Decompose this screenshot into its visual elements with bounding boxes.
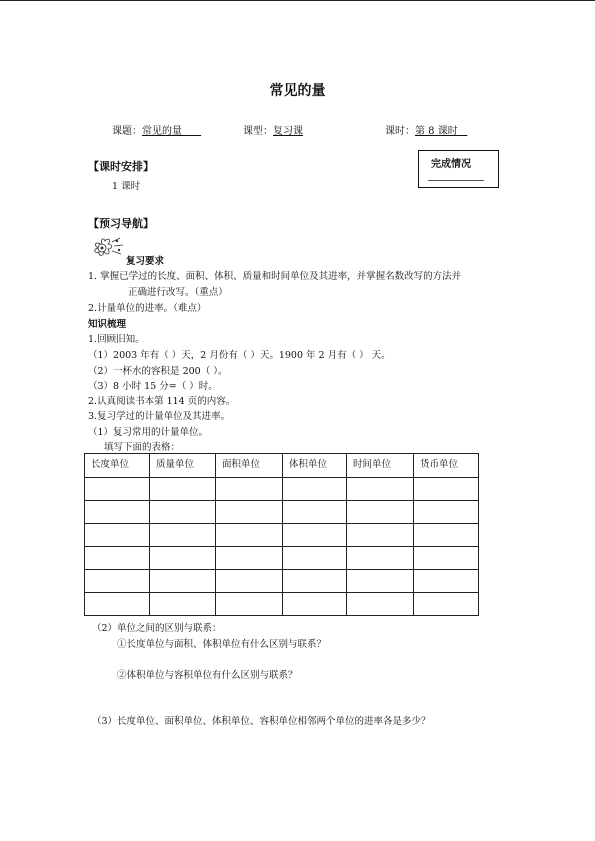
table-cell[interactable] bbox=[414, 593, 479, 616]
schedule-content: 1 课时 bbox=[112, 181, 141, 192]
after-p2a: ①长度单位与面积、体积单位有什么区别与联系？ bbox=[117, 639, 327, 650]
table-cell[interactable] bbox=[414, 547, 479, 570]
table-cell[interactable] bbox=[85, 501, 150, 524]
table-cell[interactable] bbox=[283, 593, 347, 616]
review-req-2: 2.计量单位的进率。（难点） bbox=[88, 303, 207, 314]
table-header-mass: 质量单位 bbox=[150, 454, 216, 478]
table-row bbox=[85, 524, 479, 547]
table-cell[interactable] bbox=[150, 501, 216, 524]
table-cell[interactable] bbox=[85, 478, 150, 501]
table-cell[interactable] bbox=[216, 478, 283, 501]
knowledge-l2: 2.认真阅读书本第 114 页的内容。 bbox=[88, 396, 236, 407]
table-cell[interactable] bbox=[347, 524, 414, 547]
flower-icon bbox=[90, 236, 126, 260]
table-cell[interactable] bbox=[216, 570, 283, 593]
completion-blank bbox=[428, 180, 484, 181]
table-cell[interactable] bbox=[283, 478, 347, 501]
review-req-1-cont: 正确进行改写。（重点） bbox=[128, 287, 228, 298]
knowledge-l1: 1.回顾旧知。 bbox=[88, 334, 145, 345]
table-cell[interactable] bbox=[85, 547, 150, 570]
table-cell[interactable] bbox=[347, 593, 414, 616]
meta-period-label: 课时： bbox=[385, 126, 415, 137]
schedule-heading: 【课时安排】 bbox=[88, 160, 154, 173]
after-p3: （3）长度单位、面积单位、体积单位、容积单位相邻两个单位的进率各是多少？ bbox=[92, 716, 431, 727]
table-cell[interactable] bbox=[283, 501, 347, 524]
meta-subject bbox=[112, 122, 201, 137]
after-p2b: ②体积单位与容积单位有什么区别与联系？ bbox=[117, 670, 298, 681]
meta-subject-underline-pad bbox=[182, 126, 201, 137]
table-cell[interactable] bbox=[283, 570, 347, 593]
after-p2: （2）单位之间的区别与联系： bbox=[92, 623, 222, 634]
table-cell[interactable] bbox=[150, 570, 216, 593]
table-cell[interactable] bbox=[216, 547, 283, 570]
meta-subject-label: 课题： bbox=[112, 126, 142, 137]
completion-label: 完成情况 bbox=[431, 159, 471, 170]
knowledge-l3a-fill: 填写下面的表格： bbox=[104, 442, 181, 453]
table-cell[interactable] bbox=[347, 547, 414, 570]
table-header-area: 面积单位 bbox=[216, 454, 283, 478]
meta-subject-value: 常见的量 bbox=[142, 126, 182, 137]
table-cell[interactable] bbox=[150, 547, 216, 570]
table-cell[interactable] bbox=[85, 593, 150, 616]
table-cell[interactable] bbox=[347, 570, 414, 593]
knowledge-q1: （1）2003 年有（ ）天，2 月份有（ ）天。1900 年 2 月有（ ） 天。 bbox=[88, 350, 391, 361]
table-cell[interactable] bbox=[216, 593, 283, 616]
table-cell[interactable] bbox=[414, 524, 479, 547]
table-header-currency: 货币单位 bbox=[414, 454, 479, 478]
table-header-time: 时间单位 bbox=[347, 454, 414, 478]
units-table bbox=[84, 453, 479, 616]
table-cell[interactable] bbox=[347, 501, 414, 524]
meta-type-value: 复习课 bbox=[273, 126, 303, 137]
page-top-rule bbox=[0, 0, 595, 1]
knowledge-q2: （2）一杯水的容积是 200（ ）。 bbox=[88, 366, 228, 377]
knowledge-l3: 3.复习学过的计量单位及其进率。 bbox=[88, 411, 231, 422]
meta-period-underline-pad bbox=[458, 126, 468, 137]
meta-period-value: 第 8 课时 bbox=[415, 126, 458, 137]
meta-type bbox=[243, 122, 303, 137]
knowledge-l3a: （1）复习常用的计量单位。 bbox=[88, 427, 209, 438]
table-cell[interactable] bbox=[216, 501, 283, 524]
table-cell[interactable] bbox=[283, 547, 347, 570]
table-header-volume: 体积单位 bbox=[283, 454, 347, 478]
review-req-1: 1. 掌握已学过的长度、面积、体积、质量和时间单位及其进率，并掌握名数改写的方法并 bbox=[88, 271, 462, 282]
table-cell[interactable] bbox=[85, 524, 150, 547]
table-cell[interactable] bbox=[150, 593, 216, 616]
page-title: 常见的量 bbox=[269, 83, 326, 99]
table-row bbox=[85, 547, 479, 570]
preview-heading: 【预习导航】 bbox=[88, 217, 154, 230]
table-row bbox=[85, 593, 479, 616]
table-cell[interactable] bbox=[150, 524, 216, 547]
table-cell[interactable] bbox=[414, 570, 479, 593]
table-cell[interactable] bbox=[283, 524, 347, 547]
table-header-length: 长度单位 bbox=[85, 454, 150, 478]
knowledge-q3: （3）8 小时 15 分=（ ）时。 bbox=[88, 381, 218, 392]
table-cell[interactable] bbox=[414, 478, 479, 501]
table-cell[interactable] bbox=[150, 478, 216, 501]
meta-type-label: 课型： bbox=[243, 126, 273, 137]
table-row bbox=[85, 501, 479, 524]
table-header-row bbox=[85, 454, 479, 478]
table-cell[interactable] bbox=[414, 501, 479, 524]
meta-period bbox=[385, 122, 467, 137]
table-row bbox=[85, 478, 479, 501]
table-cell[interactable] bbox=[347, 478, 414, 501]
table-cell[interactable] bbox=[85, 570, 150, 593]
completion-box bbox=[418, 150, 499, 188]
table-cell[interactable] bbox=[216, 524, 283, 547]
knowledge-title: 知识梳理 bbox=[88, 319, 127, 330]
table-row bbox=[85, 570, 479, 593]
review-title: 复习要求 bbox=[126, 256, 165, 267]
